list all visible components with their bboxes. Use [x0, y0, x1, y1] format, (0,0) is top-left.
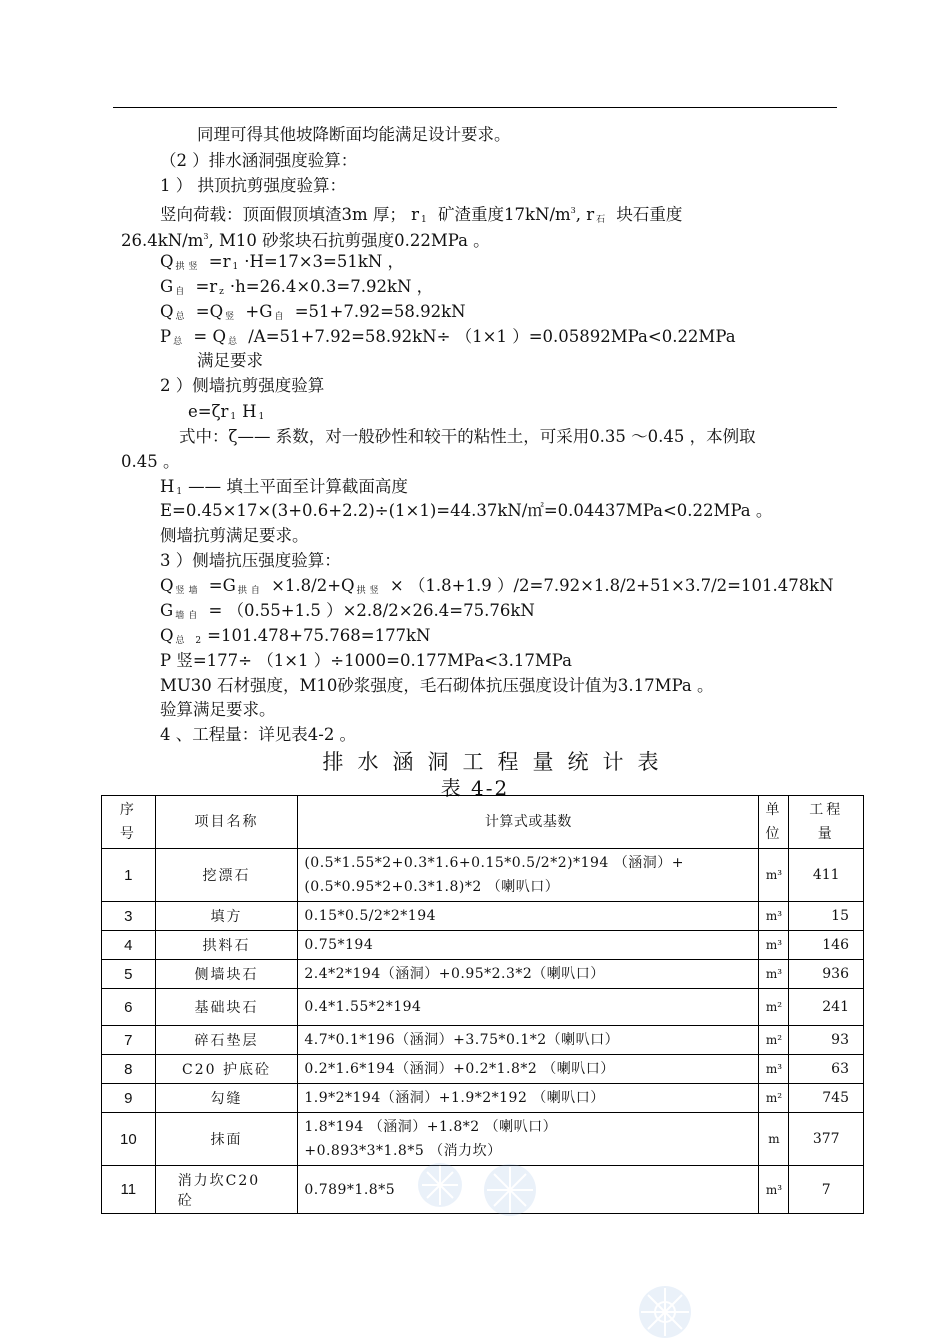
row-formula: 1.8*194 （涵洞）+1.8*2 （喇叭口） +0.893*3*1.8*5 （消力坎） [298, 1113, 759, 1166]
row-formula: 1.9*2*194（涵洞）+1.9*2*192 （喇叭口） [298, 1084, 759, 1113]
row-name: 消力坎C20 砼 [155, 1166, 298, 1214]
row-no: 4 [102, 931, 156, 960]
row-unit: m³ [759, 849, 789, 902]
row-name: 基础块石 [155, 989, 298, 1026]
paragraph-conclusion: 同理可得其他坡降断面均能满足设计要求。 [197, 125, 511, 144]
table-row [102, 931, 864, 960]
h1-definition: H $_1$ —— 填土平面至计算截面高度 [160, 477, 408, 497]
row-unit: m³ [759, 960, 789, 989]
row-unit: m³ [759, 902, 789, 931]
formula-q-arch: Q $_{拱竖}$ =r $_1$ ·H=17×3=51kN ， [160, 252, 405, 272]
vertical-load-line-cont: $26.4kN/m^3$, M10 砂浆块石抗剪强度0.22MPa 。 [121, 231, 490, 250]
material-strength-note: MU30 石材强度，M10砂浆强度，毛石砌体抗压强度设计值为3.17MPa 。 [160, 676, 714, 695]
row-formula: 0.789*1.8*5 [298, 1166, 759, 1214]
row-name: 侧墙块石 [155, 960, 298, 989]
heading-culvert-check: （2 ）排水涵洞强度验算： [160, 151, 358, 170]
heading-quantities: 4 、工程量：详见表4-2 。 [160, 725, 357, 744]
row-qty: 936 [789, 960, 864, 989]
row-formula: (0.5*1.55*2+0.3*1.6+0.15*0.5/2*2)*194 （涵洞）+ (0.5*0.95*2+0.3*1.8)*2 （喇叭口） [298, 849, 759, 902]
row-qty: 63 [789, 1055, 864, 1084]
result-ok-2: 侧墙抗剪满足要求。 [160, 526, 309, 545]
row-qty: 377 [789, 1113, 864, 1166]
header-unit: 单 位 [759, 796, 789, 849]
row-name: 碎石垫层 [155, 1026, 298, 1055]
row-no: 8 [102, 1055, 156, 1084]
vertical-load-line: 竖向荷载：顶面假顶填渣3m 厚； r $_1$ 矿渣重度$17kN/m^3$, r $_石$ 块石重度 [160, 205, 683, 225]
coefficient-note: 式中：ζ—— 系数，对一般砂性和较干的粘性土，可采用0.35 ～0.45 ，本例取 [179, 427, 756, 446]
row-no: 3 [102, 902, 156, 931]
row-name: 抹面 [155, 1113, 298, 1166]
row-formula: 0.4*1.55*2*194 [298, 989, 759, 1026]
row-name: 勾缝 [155, 1084, 298, 1113]
row-no: 6 [102, 989, 156, 1026]
result-ok-1: 满足要求 [197, 351, 263, 370]
row-no: 7 [102, 1026, 156, 1055]
table-row [102, 1026, 864, 1055]
row-formula: 0.2*1.6*194（涵洞）+0.2*1.8*2 （喇叭口） [298, 1055, 759, 1084]
row-no: 9 [102, 1084, 156, 1113]
formula-q-total: Q $_总$ =Q $_竖$ +G $_自$ =51+7.92=58.92kN [160, 302, 466, 322]
row-formula: 0.75*194 [298, 931, 759, 960]
row-no: 11 [102, 1166, 156, 1214]
watermark-flower-icon [630, 1280, 700, 1344]
table-row [102, 902, 864, 931]
row-formula: 4.7*0.1*196（涵洞）+3.75*0.1*2（喇叭口） [298, 1026, 759, 1055]
row-name: C20 护底砼 [155, 1055, 298, 1084]
formula-g-self: G $_自$ =r $_z$ ·h=26.4×0.3=7.92kN ， [160, 277, 434, 297]
heading-arch-shear: 1 ） 拱顶抗剪强度验算： [160, 176, 346, 195]
row-formula: 0.15*0.5/2*2*194 [298, 902, 759, 931]
row-unit: m² [759, 989, 789, 1026]
row-name: 填方 [155, 902, 298, 931]
header-name: 项目名称 [155, 796, 298, 849]
formula-q-total-2: Q $_{总 2}$ =101.478+75.768=177kN [160, 626, 431, 646]
formula-p-vertical: P 竖=177÷ （1×1 ）÷1000=0.177MPa<3.17MPa [160, 651, 572, 670]
header-no: 序 号 [102, 796, 156, 849]
row-qty: 745 [789, 1084, 864, 1113]
table-title: 排水涵洞工程量统计表 [322, 750, 673, 774]
row-no: 1 [102, 849, 156, 902]
row-unit: m³ [759, 1055, 789, 1084]
table-row [102, 1055, 864, 1084]
result-ok-3: 验算满足要求。 [160, 700, 276, 719]
row-qty: 241 [789, 989, 864, 1026]
header-qty: 工程 量 [789, 796, 864, 849]
table-row [102, 849, 864, 902]
heading-side-shear: 2 ）侧墙抗剪强度验算 [160, 376, 325, 395]
row-formula: 2.4*2*194（涵洞）+0.95*2.3*2（喇叭口） [298, 960, 759, 989]
row-qty: 15 [789, 902, 864, 931]
formula-q-wall: Q $_{竖墙}$ =G $_{拱自}$ ×1.8/2+Q $_{拱竖}$ × （1.8+1.9 ）/2=7.92×1.8/2+51×3.7/2=101.478kN [160, 576, 834, 596]
table-row [102, 989, 864, 1026]
row-unit: m² [759, 1026, 789, 1055]
table-number: 表 4-2 [440, 776, 510, 800]
row-unit: m² [759, 1084, 789, 1113]
row-unit: m³ [759, 1166, 789, 1214]
row-qty: 7 [789, 1166, 864, 1214]
watermark-snowflake-icon [410, 1140, 550, 1230]
table-header-row [102, 796, 864, 849]
header-formula: 计算式或基数 [298, 796, 759, 849]
row-no: 10 [102, 1113, 156, 1166]
heading-side-compression: 3 ）侧墙抗压强度验算： [160, 551, 341, 570]
formula-e-calc: E=0.45×17×(3+0.6+2.2)÷(1×1)=44.37kN/㎡=0.04437MPa<0.22MPa 。 [160, 501, 773, 520]
row-qty: 146 [789, 931, 864, 960]
row-unit: m [759, 1113, 789, 1166]
table-row [102, 1084, 864, 1113]
row-qty: 93 [789, 1026, 864, 1055]
row-name: 拱料石 [155, 931, 298, 960]
table-row [102, 960, 864, 989]
formula-p-total: P $_总$ = Q $_总$ /A=51+7.92=58.92kN÷ （1×1 ）=0.05892MPa<0.22MPa [160, 327, 736, 347]
header-rule [113, 107, 837, 108]
row-name: 挖漂石 [155, 849, 298, 902]
row-unit: m³ [759, 931, 789, 960]
row-qty: 411 [789, 849, 864, 902]
row-no: 5 [102, 960, 156, 989]
formula-g-wall: G $_{墙自}$ = （0.55+1.5 ）×2.8/2×26.4=75.76kN [160, 601, 535, 621]
formula-e: e=ζr $_1$ H $_1$ [188, 402, 269, 422]
coefficient-note-cont: 0.45 。 [121, 452, 180, 471]
